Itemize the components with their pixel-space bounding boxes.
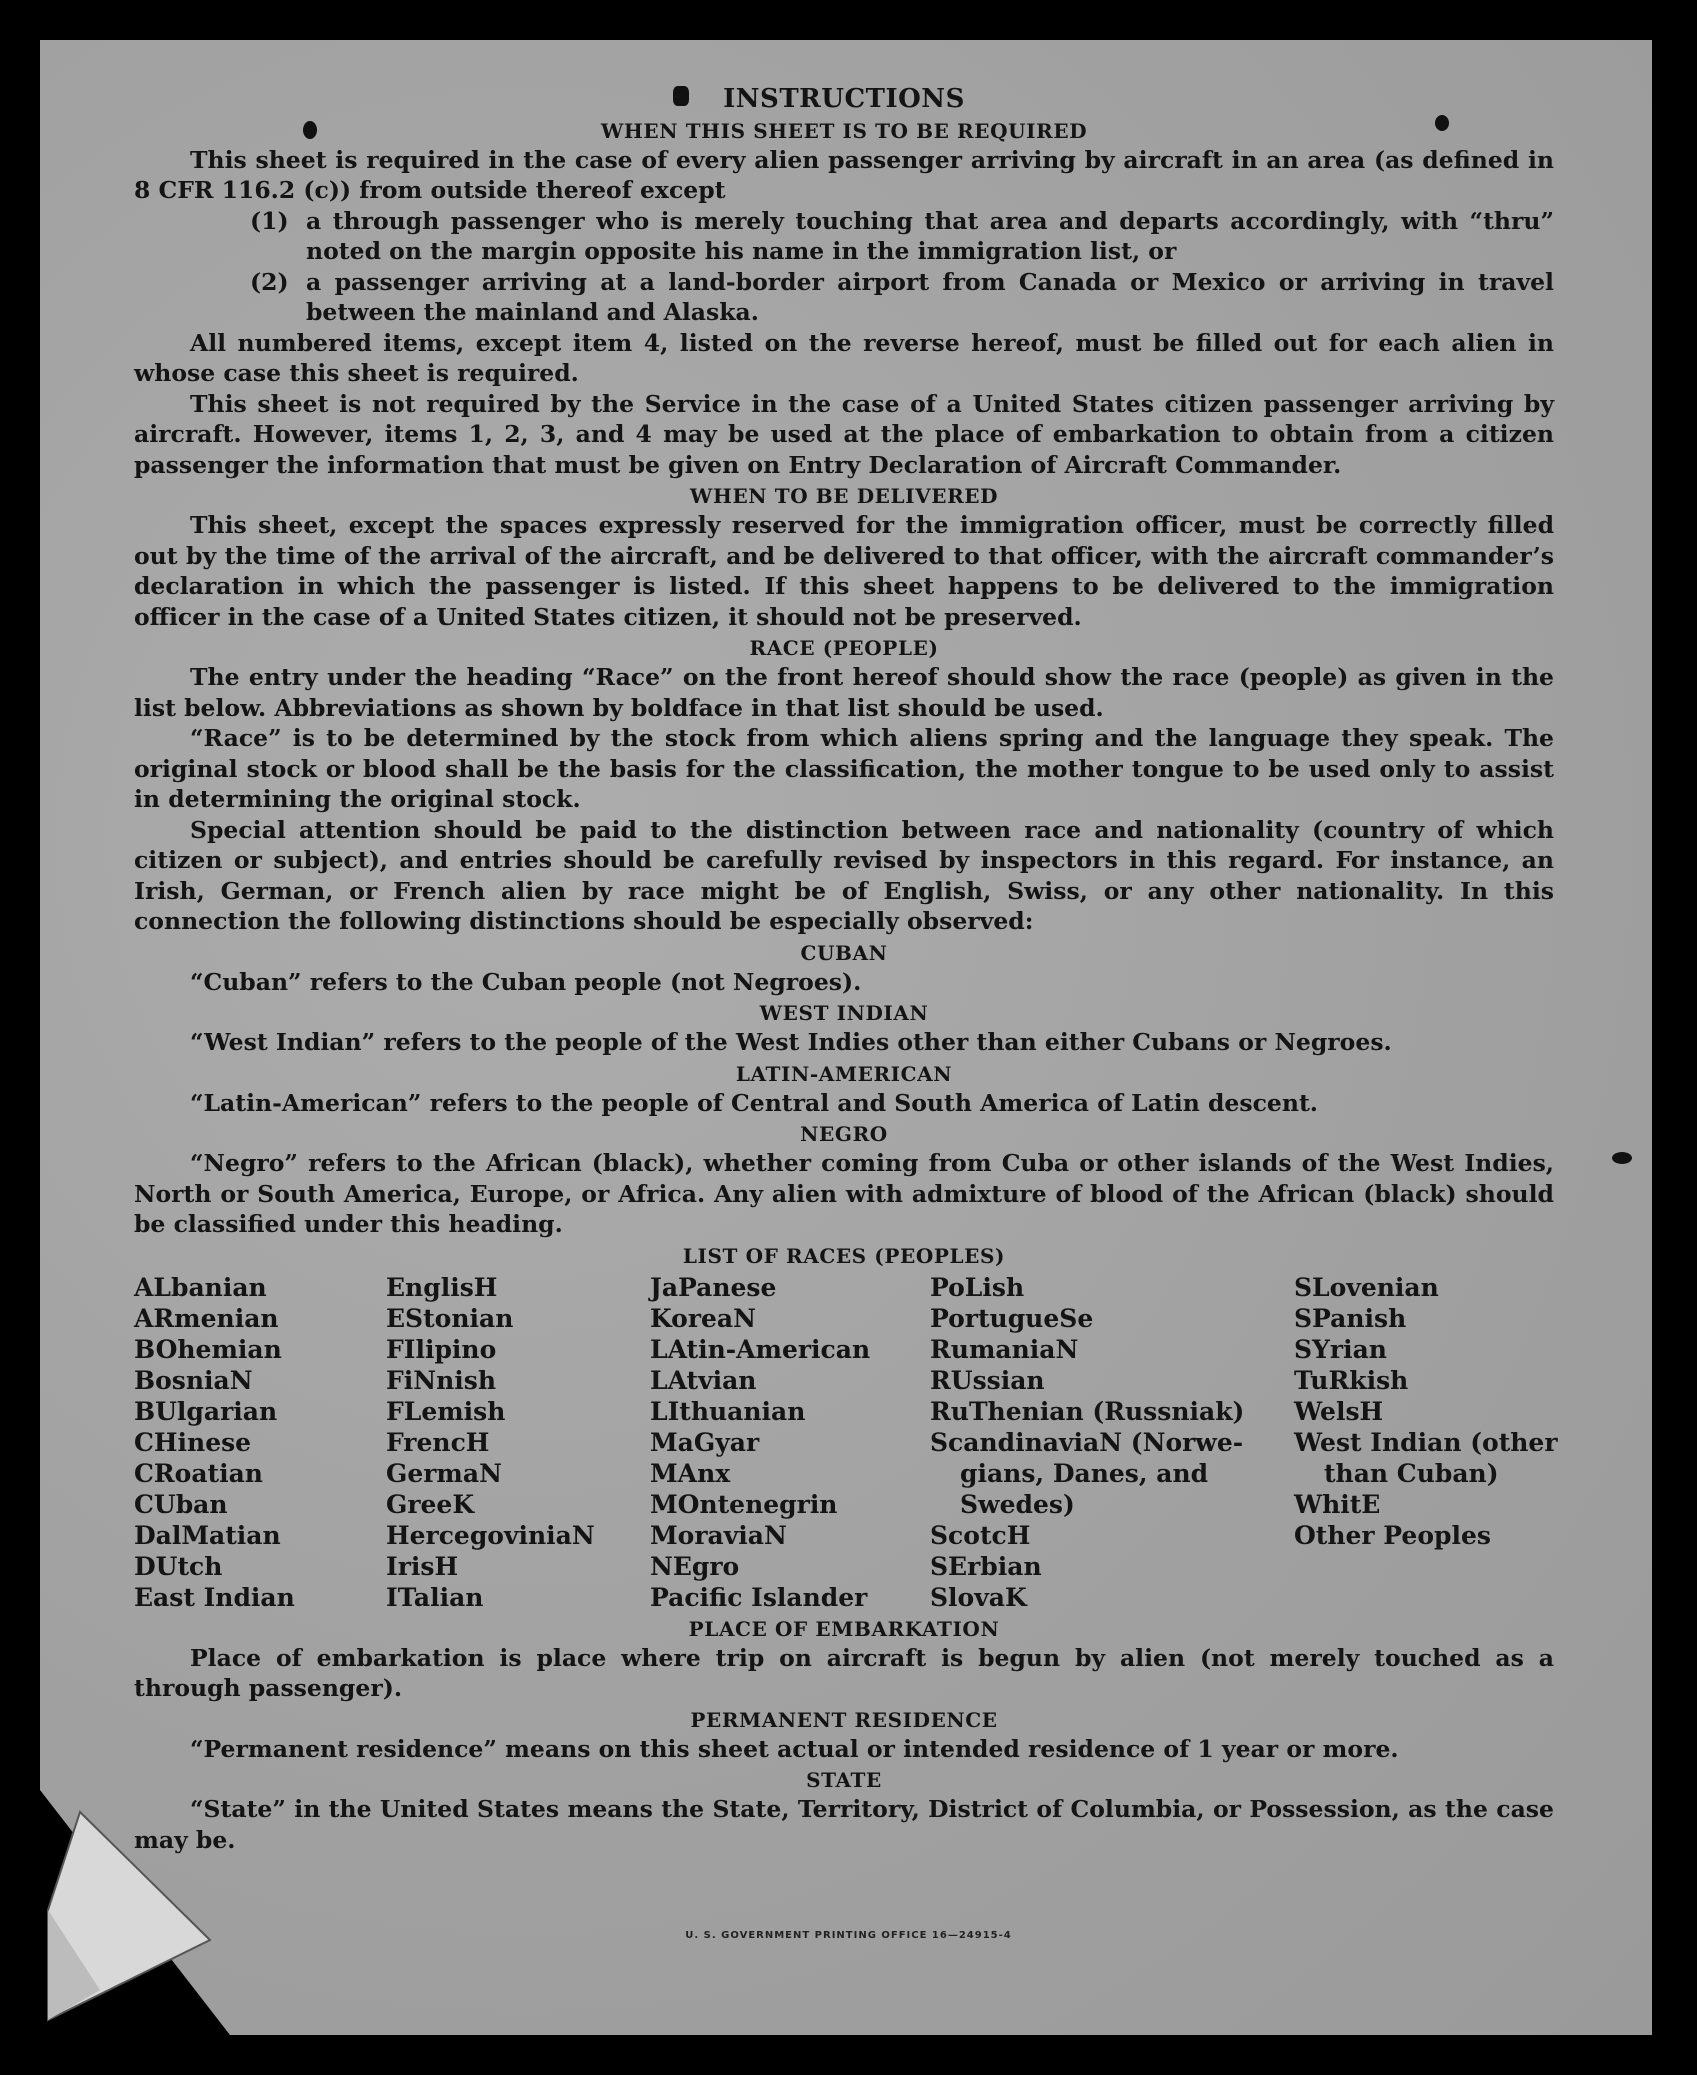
race-item: ITalian xyxy=(386,1582,484,1612)
ink-speck xyxy=(1612,1152,1632,1164)
race-item: ALbanian xyxy=(134,1272,267,1302)
heading-permanent-residence: PERMANENT RESIDENCE xyxy=(690,1707,998,1732)
numbered-item xyxy=(134,267,1554,328)
race-item: MOntenegrin xyxy=(650,1489,838,1519)
race-item: FIlipino xyxy=(386,1334,497,1364)
race-item: RUssian xyxy=(930,1365,1045,1395)
heading-place-of-embarkation: PLACE OF EMBARKATION xyxy=(688,1616,1000,1641)
item-number: (2) xyxy=(250,267,289,296)
heading-race: RACE (PEOPLE) xyxy=(749,636,939,660)
race-item: EnglisH xyxy=(386,1272,498,1302)
race-item: PortugueSe xyxy=(930,1303,1094,1333)
item-number: (1) xyxy=(250,206,289,235)
race-item: FrencH xyxy=(386,1427,490,1457)
race-item: LAtin-American xyxy=(650,1334,871,1364)
paragraph: Place of embarkation is place where trip on aircraft is begun by alien (not merely touched as a through passenger). xyxy=(134,1643,1554,1702)
race-item: FiNnish xyxy=(386,1365,497,1395)
race-item: HercegoviniaN xyxy=(386,1520,595,1550)
race-item: IrisH xyxy=(386,1551,459,1581)
item-text: a passenger arriving at a land-border airport from Canada or Mexico or arriving in travel between the mainland and Alaska. xyxy=(306,267,1554,326)
race-item: DUtch xyxy=(134,1551,223,1581)
race-item: SPanish xyxy=(1294,1303,1407,1333)
race-item: WelsH xyxy=(1294,1396,1384,1426)
race-item: SYrian xyxy=(1294,1334,1387,1364)
races-column xyxy=(650,1272,930,1613)
heading-west-indian: WEST INDIAN xyxy=(759,1001,929,1025)
paragraph: All numbered items, except item 4, listed on the reverse hereof, must be filled out for each alien in whose case this sheet is required. xyxy=(134,328,1554,387)
race-item: RuThenian (Russniak) xyxy=(930,1396,1245,1426)
race-item: ARmenian xyxy=(134,1303,279,1333)
race-item: MoraviaN xyxy=(650,1520,787,1550)
paragraph: “Latin-American” refers to the people of Central and South America of Latin descent. xyxy=(190,1088,1318,1117)
race-item: than Cuban) xyxy=(1324,1458,1499,1488)
race-item: MaGyar xyxy=(650,1427,760,1457)
heading-list-of-races: LIST OF RACES (PEOPLES) xyxy=(682,1243,1006,1268)
heading-when-required: WHEN THIS SHEET IS TO BE REQUIRED xyxy=(600,118,1088,143)
races-column xyxy=(386,1272,650,1613)
race-item: WhitE xyxy=(1294,1489,1381,1519)
race-item: TuRkish xyxy=(1294,1365,1409,1395)
race-item: BosniaN xyxy=(134,1365,253,1395)
paragraph: This sheet is required in the case of every alien passenger arriving by aircraft in an area (as defined in 8 CFR 116.2 (c)) from outside thereof except xyxy=(134,145,1554,204)
race-item: SlovaK xyxy=(930,1582,1027,1612)
paragraph: “West Indian” refers to the people of the West Indies other than either Cubans or Negroes. xyxy=(190,1028,1392,1056)
race-item: LIthuanian xyxy=(650,1396,806,1426)
race-item: SErbian xyxy=(930,1551,1042,1581)
race-item: LAtvian xyxy=(650,1365,757,1395)
race-item: ScandinaviaN (Norwe- xyxy=(930,1427,1244,1457)
race-item: GermaN xyxy=(386,1458,502,1488)
heading-state: STATE xyxy=(806,1768,882,1792)
race-item: PoLish xyxy=(930,1272,1025,1302)
race-item: SLovenian xyxy=(1294,1272,1439,1302)
race-item: Pacific Islander xyxy=(650,1582,868,1612)
race-item: CUban xyxy=(134,1489,228,1519)
paragraph: Special attention should be paid to the distinction between race and nationality (country of which citizen or subject), and entries should be carefully revised by inspectors in this regard. For instance, an Irish, German, or French alien by race might be of English, Swiss, or any other nationality. In this connection the following distinctions should be especially observed: xyxy=(134,815,1554,935)
races-column xyxy=(134,1272,386,1613)
race-item: BUlgarian xyxy=(134,1396,278,1426)
paragraph: The entry under the heading “Race” on the front hereof should show the race (people) as given in the list below. Abbreviations as shown by boldface in that list should be used. xyxy=(134,663,1554,722)
item-text: a through passenger who is merely touching that area and departs accordingly, with “thru” noted on the margin opposite his name in the immigration list, or xyxy=(306,206,1554,265)
paragraph: “State” in the United States means the State, Territory, District of Columbia, or Possession, as the case may be. xyxy=(134,1795,1554,1854)
page-title: INSTRUCTIONS xyxy=(723,84,965,114)
race-item: gians, Danes, and xyxy=(960,1458,1209,1488)
heading-negro: NEGRO xyxy=(800,1122,888,1146)
race-item: FLemish xyxy=(386,1396,506,1426)
race-item: GreeK xyxy=(386,1489,475,1519)
heading-latin-american: LATIN-AMERICAN xyxy=(735,1061,953,1086)
race-item: ScotcH xyxy=(930,1520,1031,1550)
race-item: CRoatian xyxy=(134,1458,263,1488)
race-item: Other Peoples xyxy=(1294,1520,1491,1550)
races-column xyxy=(1294,1272,1558,1613)
paragraph: “Permanent residence” means on this sheet actual or intended residence of 1 year or more. xyxy=(190,1734,1399,1763)
race-item: CHinese xyxy=(134,1427,252,1457)
race-item: JaPanese xyxy=(650,1272,777,1302)
races-column xyxy=(930,1272,1294,1613)
race-item: East Indian xyxy=(134,1582,295,1612)
instructions-content xyxy=(134,78,1558,1855)
race-item: EStonian xyxy=(386,1303,514,1333)
paragraph: This sheet, except the spaces expressly reserved for the immigration officer, must be correctly filled out by the time of the arrival of the aircraft, and be delivered to that officer, with the aircraft commander’s declaration in which the passenger is listed. If this sheet happens to be delivered to the immigration officer in the case of a United States citizen, it should not be preserved. xyxy=(134,511,1554,631)
race-item: MAnx xyxy=(650,1458,731,1488)
race-item: BOhemian xyxy=(134,1334,282,1364)
race-item: NEgro xyxy=(650,1551,740,1581)
paragraph: “Negro” refers to the African (black), whether coming from Cuba or other islands of the West Indies, North or South America, Europe, or Africa. Any alien with admixture of blood of the African (black) should be classified under this heading. xyxy=(134,1149,1554,1238)
printing-office-footer: U. S. GOVERNMENT PRINTING OFFICE 16—24915-4 xyxy=(685,1930,1012,1941)
paragraph: “Cuban” refers to the Cuban people (not Negroes). xyxy=(190,967,862,996)
heading-cuban: CUBAN xyxy=(800,940,888,965)
paragraph: “Race” is to be determined by the stock from which aliens spring and the language they speak. The original stock or blood shall be the basis for the classification, the mother tongue to be used only to assist in determining the original stock. xyxy=(134,724,1554,813)
race-item: RumaniaN xyxy=(930,1334,1079,1364)
paragraph: This sheet is not required by the Service in the case of a United States citizen passenger arriving by aircraft. However, items 1, 2, 3, and 4 may be used at the place of embarkation to obtain from a citizen passenger the information that must be given on Entry Declaration of Aircraft Commander. xyxy=(134,389,1554,479)
race-item: KoreaN xyxy=(650,1303,756,1333)
numbered-item xyxy=(134,206,1554,267)
race-item: DalMatian xyxy=(134,1520,281,1550)
race-item: Swedes) xyxy=(960,1489,1075,1519)
heading-when-delivered: WHEN TO BE DELIVERED xyxy=(689,484,999,508)
races-list xyxy=(134,1272,1558,1613)
race-item: West Indian (other xyxy=(1294,1427,1558,1457)
